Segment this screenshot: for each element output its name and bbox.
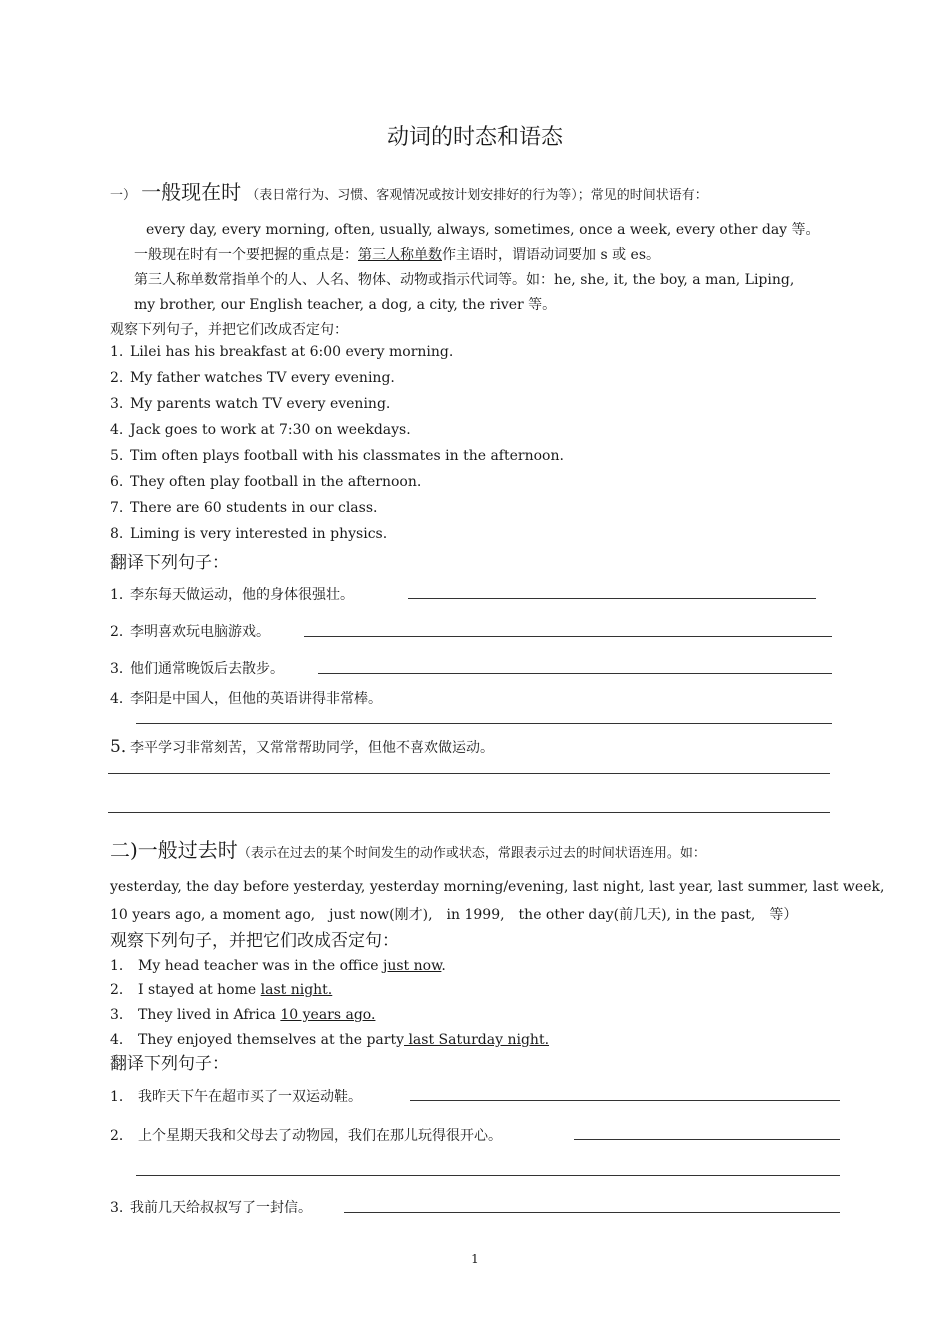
answer-line[interactable] [574, 1139, 840, 1140]
section1-time-words: every day, every morning, often, usually, always, sometimes, once a week, every other day 等。 [146, 222, 820, 238]
list-item: 1. Lilei has his breakfast at 6:00 every morning. [110, 344, 454, 360]
answer-line[interactable] [318, 673, 832, 674]
section2-translate-heading: 翻译下列句子： [110, 1054, 229, 1074]
translation-item: 3．他们通常晚饭后去散步。 [110, 661, 284, 677]
key-point-underlined: 第三人称单数 [358, 247, 442, 263]
answer-line[interactable] [136, 723, 832, 724]
list-item: 8. Liming is very interested in physics. [110, 526, 388, 542]
section1-key-point [134, 244, 660, 264]
key-point-post: 作主语时，谓语动词要加 s 或 es。 [442, 247, 661, 263]
list-item: 2. My father watches TV every evening. [110, 370, 395, 386]
list-item: 5. Tim often plays football with his classmates in the afternoon. [110, 448, 564, 464]
list-item: 2． I stayed at home last night. [110, 982, 333, 998]
list-item: 7. There are 60 students in our class. [110, 500, 378, 516]
answer-line[interactable] [304, 636, 832, 637]
section1-desc: （表日常行为、习惯、客观情况或按计划安排好的行为等）；常见的时间状语有： [246, 188, 708, 203]
translation-item: 3. 我前几天给叔叔写了一封信。 [110, 1200, 312, 1216]
list-item: 4. Jack goes to work at 7:30 on weekdays. [110, 422, 411, 438]
section1-observe: 观察下列句子，并把它们改成否定句： [110, 322, 348, 338]
page-title: 动词的时态和语态 [386, 125, 563, 150]
list-item: 3. My parents watch TV every evening. [110, 396, 391, 412]
section2-title: 二)一般过去时 [110, 838, 238, 862]
section2-desc: （表示在过去的某个时间发生的动作或状态，常跟表示过去的时间状语连用。如： [237, 846, 706, 861]
translation-item: 2． 上个星期天我和父母去了动物园，我们在那儿玩得很开心。 [110, 1128, 502, 1144]
answer-line[interactable] [108, 812, 830, 813]
answer-line[interactable] [344, 1212, 840, 1213]
section1-translate-heading: 翻译下列句子： [110, 553, 229, 573]
answer-line[interactable] [108, 773, 830, 774]
key-point-pre: 一般现在时有一个要把握的重点是： [134, 247, 358, 263]
section2-time-words-2: 10 years ago, a moment ago, just now(刚才), in 1999, the other day(前几天), in the past, 等） [110, 907, 798, 923]
list-item: 3． They lived in Africa 10 years ago. [110, 1007, 376, 1023]
translation-item: 5．李平学习非常刻苦，又常常帮助同学，但他不喜欢做运动。 [110, 737, 494, 757]
page-number: 1 [471, 1252, 479, 1266]
translation-item: 2．李明喜欢玩电脑游戏。 [110, 624, 270, 640]
section2-heading [110, 834, 706, 863]
section1-heading [110, 176, 708, 205]
answer-line[interactable] [136, 1175, 840, 1176]
list-item: 1． My head teacher was in the office just now. [110, 958, 446, 974]
translation-item: 1． 我昨天下午在超市买了一双运动鞋。 [110, 1089, 362, 1105]
third-person-line-2: my brother, our English teacher, a dog, a city, the river 等。 [134, 297, 557, 313]
section2-time-words-1: yesterday, the day before yesterday, yesterday morning/evening, last night, last year, last summer, last week, [110, 879, 885, 895]
list-item: 6. They often play football in the afternoon. [110, 474, 422, 490]
list-item: 4． They enjoyed themselves at the party last Saturday night. [110, 1032, 550, 1048]
translation-item: 1．李东每天做运动，他的身体很强壮。 [110, 587, 354, 603]
answer-line[interactable] [410, 1100, 840, 1101]
answer-line[interactable] [408, 598, 816, 599]
translation-item: 4．李阳是中国人，但他的英语讲得非常棒。 [110, 691, 382, 707]
section2-observe: 观察下列句子，并把它们改成否定句： [110, 931, 399, 951]
section1-title: 一般现在时 [141, 180, 242, 204]
third-person-line-1: 第三人称单数常指单个的人、人名、物体、动物或指示代词等。如：he, she, it, the boy, a man, Liping, [134, 272, 795, 288]
section1-label: 一） [110, 188, 137, 203]
